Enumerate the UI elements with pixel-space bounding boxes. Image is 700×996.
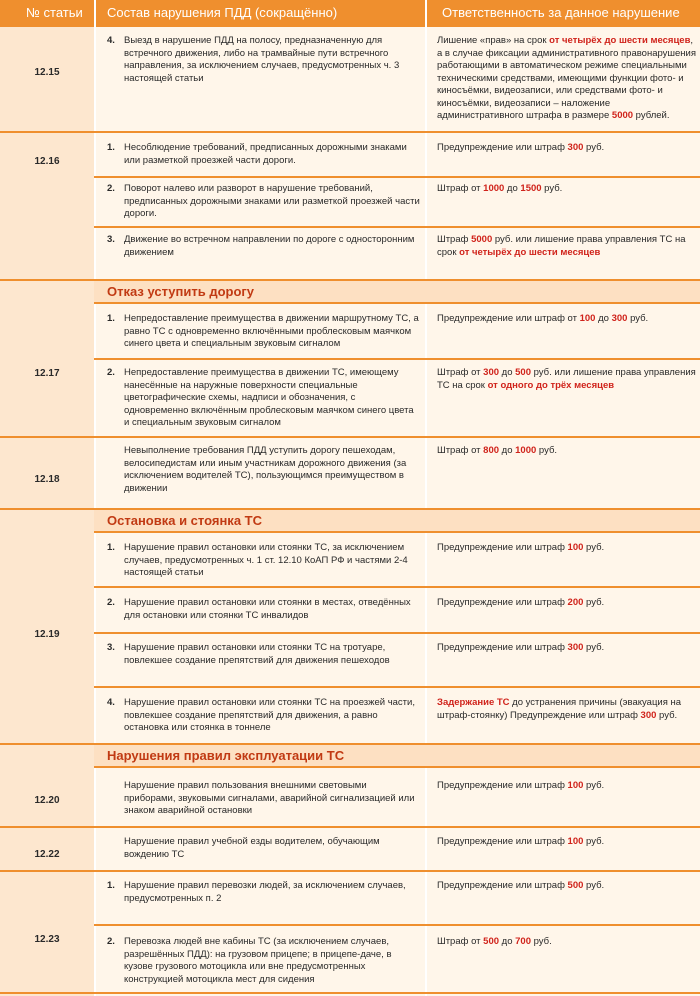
violation-description: Непредоставление преимущества в движении ТС, имеющему нанесённые на наружные поверхности специальные цветографические схемы, надписи и обозначения, с одновременно включённым проблесковым маячком синего цвета и специальным звуковым сигналом <box>124 367 414 428</box>
violation-description: Нарушение правил пользования внешними световыми приборами, звуковыми сигналами, аварийной сигнализацией или знаком аварийной остановки <box>124 780 415 816</box>
violation-description: Поворот налево или разворот в нарушение требований, предписанных дорожными знаками или разметкой проезжей части дороги. <box>124 183 420 219</box>
row-divider <box>94 436 700 438</box>
violation-description: Перевозка людей вне кабины ТС (за исключением случаев, разрешённых ПДД): на грузовом прицепе; в прицепе-даче, в кузове грузового мотоцикла или вне предусмотренных конструкцией мотоцикла мест для сидения <box>124 936 392 985</box>
row-divider <box>94 826 700 828</box>
subitem-number: 2. <box>107 936 115 947</box>
subitem-number: 1. <box>107 542 115 553</box>
article-number: 12.16 <box>34 156 60 167</box>
violation-description: Нарушение правил перевозки людей, за исключением случаев, предусмотренных п. 2 <box>124 880 406 904</box>
penalty-text: Предупреждение или штраф от 100 до 300 руб. <box>437 313 649 324</box>
section-title-operation: Нарушения правил эксплуатации ТС <box>107 748 345 763</box>
violation-description: Нарушение правил остановки или стоянки ТС на проезжей части, повлекшее создание препятствий для движения, а равно остановка или стоянка в тоннеле <box>124 697 415 733</box>
header-divider <box>94 0 96 27</box>
violation-description: Выезд в нарушение ПДД на полосу, предназначенную для встречного движения, либо на трамвайные пути встречного направления, за исключением случаев, предусмотренных ч. 3 настоящей статьи <box>124 35 400 84</box>
subitem-number: 2. <box>107 183 115 194</box>
penalty-text: Штраф 5000 руб. или лишение права управления ТС на срок от четырёх до шести месяцев <box>437 234 686 258</box>
violation-description: Нарушение правил остановки или стоянки в местах, отведённых для остановки или стоянки ТС инвалидов <box>124 597 411 621</box>
penalty-text: Задержание ТС до устранения причины (эвакуация на штраф-стоянку) Предупреждение или штраф 300 руб. <box>437 697 682 721</box>
penalty-text: Предупреждение или штраф 100 руб. <box>437 542 605 553</box>
subitem-number: 3. <box>107 234 115 245</box>
violation-description: Нарушение правил учебной езды водителем, обучающим вождению ТС <box>124 836 380 860</box>
row-divider <box>94 870 700 872</box>
subitem-number: 2. <box>107 367 115 378</box>
violation-description: Нарушение правил остановки или стоянки ТС, за исключением случаев, предусмотренных ч. 1 ст. 12.10 КоАП РФ и частями 2-4 настоящей статьи <box>124 542 408 578</box>
penalty-text: Штраф от 300 до 500 руб. или лишение права управления ТС на срок от одного до трёх месяцев <box>437 367 696 391</box>
section-title-parking: Остановка и стоянка ТС <box>107 513 262 528</box>
row-divider <box>94 686 700 688</box>
subitem-number: 3. <box>107 642 115 653</box>
penalty-text: Предупреждение или штраф 100 руб. <box>437 836 605 847</box>
penalty-text: Предупреждение или штраф 200 руб. <box>437 597 605 608</box>
article-divider <box>0 508 94 510</box>
article-number: 12.23 <box>34 934 60 945</box>
penalty-text: Предупреждение или штраф 500 руб. <box>437 880 605 891</box>
article-number: 12.18 <box>34 474 60 485</box>
article-number: 12.15 <box>34 67 60 78</box>
penalty-text: Штраф от 1000 до 1500 руб. <box>437 183 563 194</box>
article-number: 12.20 <box>34 795 60 806</box>
penalty-text: Предупреждение или штраф 100 руб. <box>437 780 605 791</box>
header-number: № статьи <box>26 5 83 20</box>
subitem-number: 1. <box>107 142 115 153</box>
section-title-yield: Отказ уступить дорогу <box>107 284 255 299</box>
row-divider <box>94 226 700 228</box>
row-divider <box>94 992 700 994</box>
subitem-number: 4. <box>107 697 115 708</box>
header-divider <box>425 0 427 27</box>
penalty-text: Штраф от 800 до 1000 руб. <box>437 445 558 456</box>
article-divider <box>0 870 94 872</box>
article-divider <box>0 131 94 133</box>
article-number: 12.17 <box>34 368 60 379</box>
subitem-number: 2. <box>107 597 115 608</box>
article-divider <box>0 826 94 828</box>
subitem-number: 4. <box>107 35 115 46</box>
header-responsibility: Ответственность за данное нарушение <box>442 5 680 20</box>
article-divider <box>0 992 94 994</box>
row-divider <box>94 176 700 178</box>
penalty-text: Предупреждение или штраф 300 руб. <box>437 142 605 153</box>
row-divider <box>94 632 700 634</box>
violation-description: Невыполнение требования ПДД уступить дорогу пешеходам, велосипедистам или иным участникам дорожного движения (за исключением водителей ТС), пользующимся преимуществом в движении <box>124 445 407 494</box>
violation-description: Нарушение правил остановки или стоянки ТС на тротуаре, повлекшее создание препятствий для движения пешеходов <box>124 642 390 666</box>
table-header <box>0 0 700 27</box>
penalty-text: Предупреждение или штраф 300 руб. <box>437 642 605 653</box>
penalty-text: Штраф от 500 до 700 руб. <box>437 936 552 947</box>
article-divider <box>0 743 94 745</box>
article-divider <box>0 279 94 281</box>
penalty-text: Лишение «прав» на срок от четырёх до шести месяцев, а в случае фиксации административного правонарушения работающими в автоматическом режиме специальными техническими средствами, имеющими функции фото- и киносъёмки, видеозаписи, или средствами фото- и киносъёмки, видеозаписи – наложение административного штрафа в размере 5000 рублей. <box>437 35 697 121</box>
header-composition: Состав нарушения ПДД (сокращённо) <box>107 5 338 20</box>
article-divider <box>0 436 94 438</box>
row-divider <box>94 358 700 360</box>
article-number: 12.19 <box>34 629 60 640</box>
row-divider <box>94 586 700 588</box>
row-divider <box>94 131 700 133</box>
article-number: 12.22 <box>34 849 60 860</box>
violation-description: Непредоставление преимущества в движении маршрутному ТС, а равно ТС с одновременно включёнными проблесковым маячком синего цвета и специальным звуковым сигналом <box>124 313 419 349</box>
violation-description: Несоблюдение требований, предписанных дорожными знаками или разметкой проезжей части дороги. <box>124 142 407 166</box>
subitem-number: 1. <box>107 880 115 891</box>
subitem-number: 1. <box>107 313 115 324</box>
violation-description: Движение во встречном направлении по дороге с односторонним движением <box>124 234 415 258</box>
row-divider <box>94 924 700 926</box>
